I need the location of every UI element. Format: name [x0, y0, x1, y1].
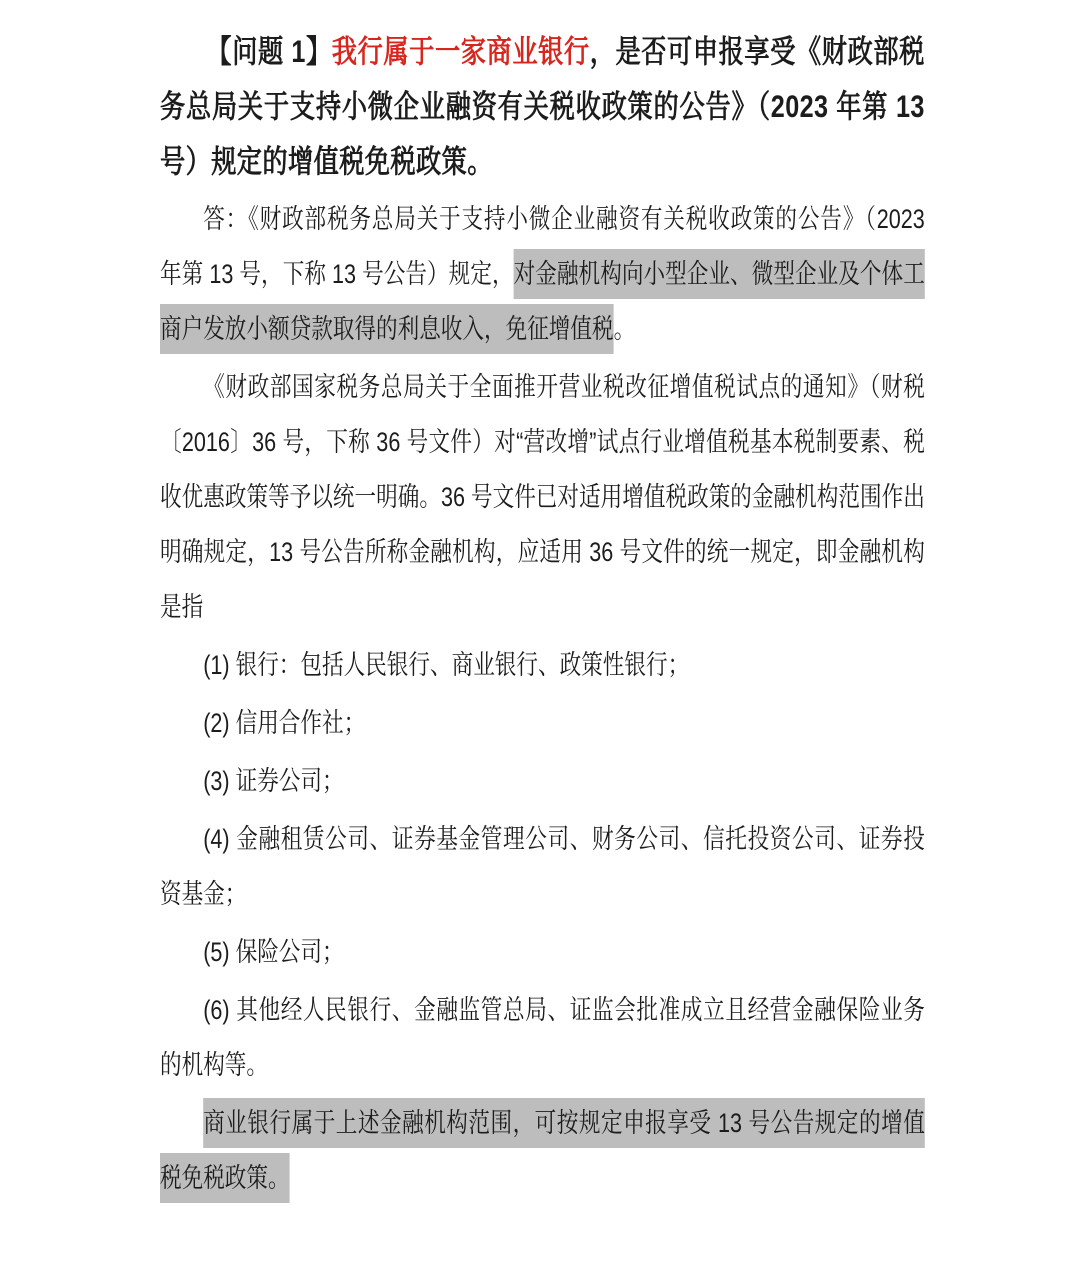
- question-label: 【问题 1】: [206, 33, 332, 69]
- answer-highlighted-text: 对金融机构向小型企业、微型企业及个体工商户发放小额贷款取得的利息收入，免征增值税: [160, 249, 925, 354]
- list-item-1: (1) 银行：包括人民银行、商业银行、政策性银行；: [203, 650, 690, 680]
- answer-suffix-text: 。: [613, 314, 636, 344]
- list-item-2: (2) 信用合作社；: [203, 708, 366, 738]
- list-item-3: (3) 证券公司；: [203, 766, 344, 796]
- answer-prefix-text: 答：《财政部税务总局关于支持小微企业融资有关税收政策的公告》（2023 年第 13 号，下称 13 号公告）规定，: [160, 204, 925, 289]
- list-item-5: (5) 保险公司；: [203, 937, 344, 967]
- conclusion-paragraph: [160, 1096, 925, 1206]
- answer-paragraph: [160, 192, 925, 357]
- list-item-6: (6) 其他经人民银行、金融监管总局、证监会批准成立且经营金融保险业务的机构等。: [160, 995, 925, 1080]
- question-red-emphasis: 我行属于一家商业银行: [331, 33, 590, 69]
- reference-paragraph: 《财政部国家税务总局关于全面推开营业税改征增值税试点的通知》（财税〔2016〕36 号，下称 36 号文件）对“营改增”试点行业增值税基本税制要素、税收优惠政策等予以统一明确。36 号文件已对适用增值税政策的金融机构范围作出明确规定，13 号公告所称金融机构，应适用 36 号文件的统一规定，即金融机构是指: [160, 372, 925, 622]
- conclusion-highlighted-text: 商业银行属于上述金融机构范围，可按规定申报享受 13 号公告规定的增值税免税政策。: [160, 1098, 925, 1203]
- question-heading: [160, 24, 925, 189]
- list-item-4: (4) 金融租赁公司、证券基金管理公司、财务公司、信托投资公司、证券投资基金；: [160, 824, 925, 909]
- question-rest-text: ，是否可申报享受《财政部税务总局关于支持小微企业融资有关税收政策的公告》（2023 年第 13 号）规定的增值税免税政策。: [160, 33, 925, 179]
